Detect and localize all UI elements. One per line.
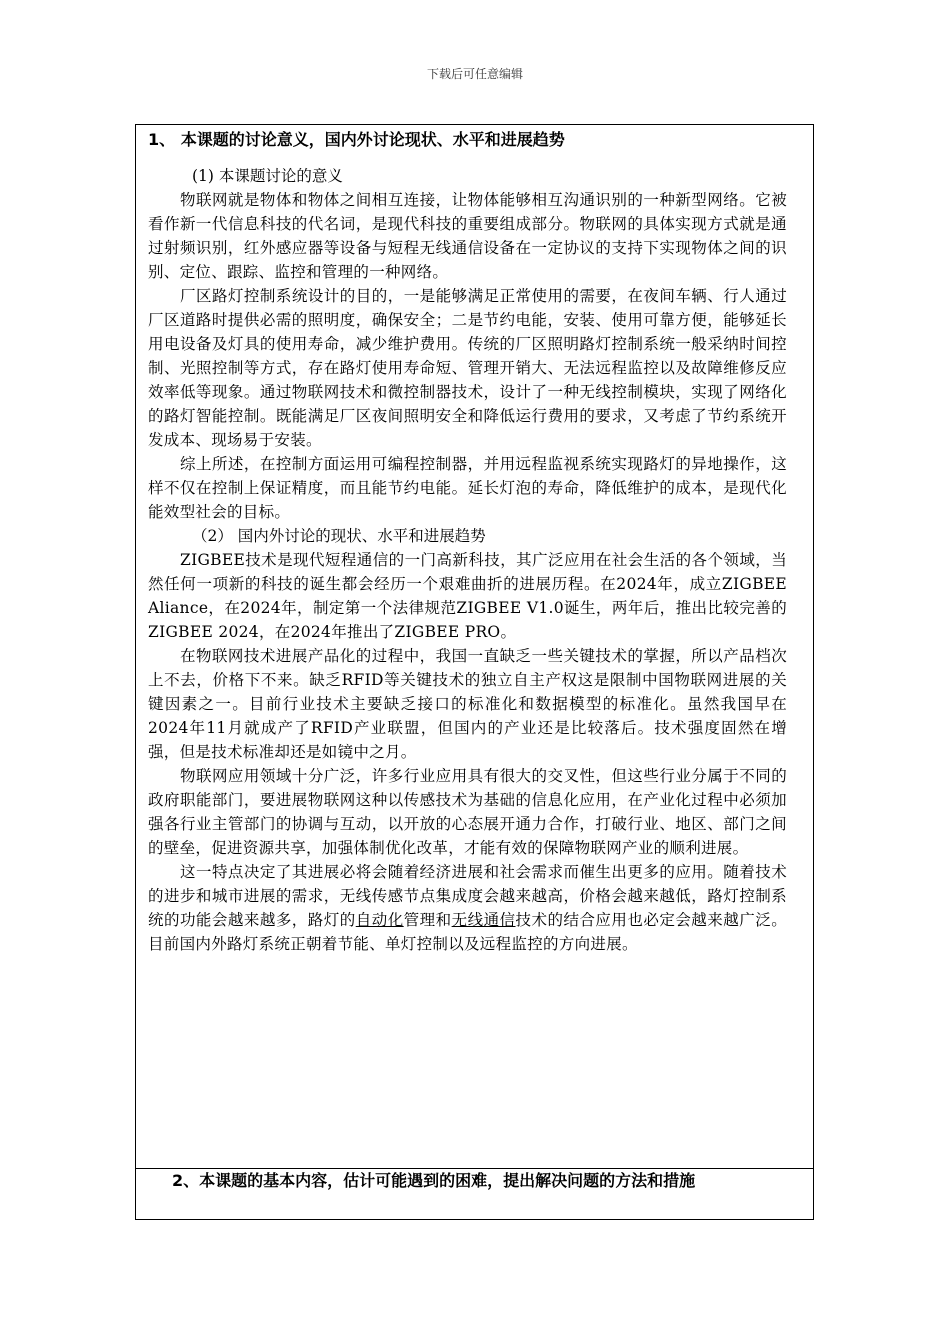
- subheading-significance: (1) 本课题讨论的意义: [192, 167, 343, 185]
- paragraph-application-field: 物联网应用领域十分广泛，许多行业应用具有很大的交叉性，但这些行业分属于不同的政府职能部门，要进展物联网这种以传感技术为基础的信息化应用，在产业化过程中必须加强各行业主管部门的协调与互动，以开放的心态展开通力合作，打破行业、地区、部门之间的壁垒，促进资源共享，加强体制优化改革，才能有效的保障物联网产业的顺利进展。: [148, 767, 787, 857]
- trend-text-c: 技术的结合应用也必定会越来越广泛。目前国内外路灯系统正朝着节能、单灯控制以及远程监控的方向进展。: [148, 911, 787, 953]
- link-wireless-communication[interactable]: 无线通信: [451, 911, 516, 929]
- trend-text-b: 管理和: [403, 911, 452, 929]
- paragraph-iot-definition: 物联网就是物体和物体之间相互连接，让物体能够相互沟通识别的一种新型网络。它被看作新一代信息科技的代名词，是现代科技的重要组成部分。物联网的具体实现方式就是通过射频识别，红外感应器等设备与短程无线通信设备在一定协议的支持下实现物体之间的识别、定位、跟踪、监控和管理的一种网络。: [148, 191, 787, 281]
- section-2-heading: 2、本课题的基本内容，估计可能遇到的困难，提出解决问题的方法和措施: [172, 1171, 696, 1190]
- proposal-table: [135, 124, 814, 1220]
- paragraph-design-purpose: 厂区路灯控制系统设计的目的，一是能够满足正常使用的需要，在夜间车辆、行人通过厂区道路时提供必需的照明度，确保安全；二是节约电能，安装、使用可靠方便，能够延长用电设备及灯具的使用寿命，减少维护费用。传统的厂区照明路灯控制系统一般采纳时间控制、光照控制等方式，存在路灯使用寿命短、管理开销大、无法远程监控以及故障维修反应效率低等现象。通过物联网技术和微控制器技术，设计了一种无线控制模块，实现了网络化的路灯智能控制。既能满足厂区夜间照明安全和降低运行费用的要求，又考虑了节约系统开发成本、现场易于安装。: [148, 287, 787, 449]
- page-header: 下载后可任意编辑: [426, 67, 523, 81]
- paragraph-summary: 综上所述，在控制方面运用可编程控制器，并用远程监视系统实现路灯的异地操作，这样不仅在控制上保证精度，而且能节约电能。延长灯泡的寿命，降低维护的成本，是现代化能效型社会的目标。: [148, 455, 787, 521]
- subheading-status: （2） 国内外讨论的现状、水平和进展趋势: [192, 527, 486, 545]
- section-1-heading: 1、 本课题的讨论意义，国内外讨论现状、水平和进展趋势: [148, 130, 565, 149]
- paragraph-trend: [148, 860, 787, 956]
- section-2-cell: [136, 1169, 813, 1219]
- paragraph-domestic-status: 在物联网技术进展产品化的过程中，我国一直缺乏一些关键技术的掌握，所以产品档次上不去，价格下不来。缺乏RFID等关键技术的独立自主产权这是限制中国物联网进展的关键因素之一。目前行业技术主要缺乏接口的标准化和数据模型的标准化。虽然我国早在2024年11月就成产了RFID产业联盟，但国内的产业还是比较落后。技术强度固然在增强，但是技术标准却还是如镜中之月。: [148, 647, 787, 761]
- paragraph-zigbee: ZIGBEE技术是现代短程通信的一门高新科技，其广泛应用在社会生活的各个领域，当然任何一项新的科技的诞生都会经历一个艰难曲折的进展历程。在2024年，成立ZIGBEE Aliance，在2024年，制定第一个法律规范ZIGBEE V1.0诞生，两年后，推出比较完善的ZIGBEE 2024，在2024年推出了ZIGBEE PRO。: [148, 551, 787, 641]
- section-1-cell: [136, 125, 813, 1169]
- trend-text-a: 这一特点决定了其进展必将会随着经济进展和社会需求而催生出更多的应用。随着技术的进步和城市进展的需求，无线传感节点集成度会越来越高，价格会越来越低，路灯控制系统的功能会越来越多，路灯的: [148, 863, 787, 929]
- link-automation[interactable]: 自动化: [355, 911, 404, 929]
